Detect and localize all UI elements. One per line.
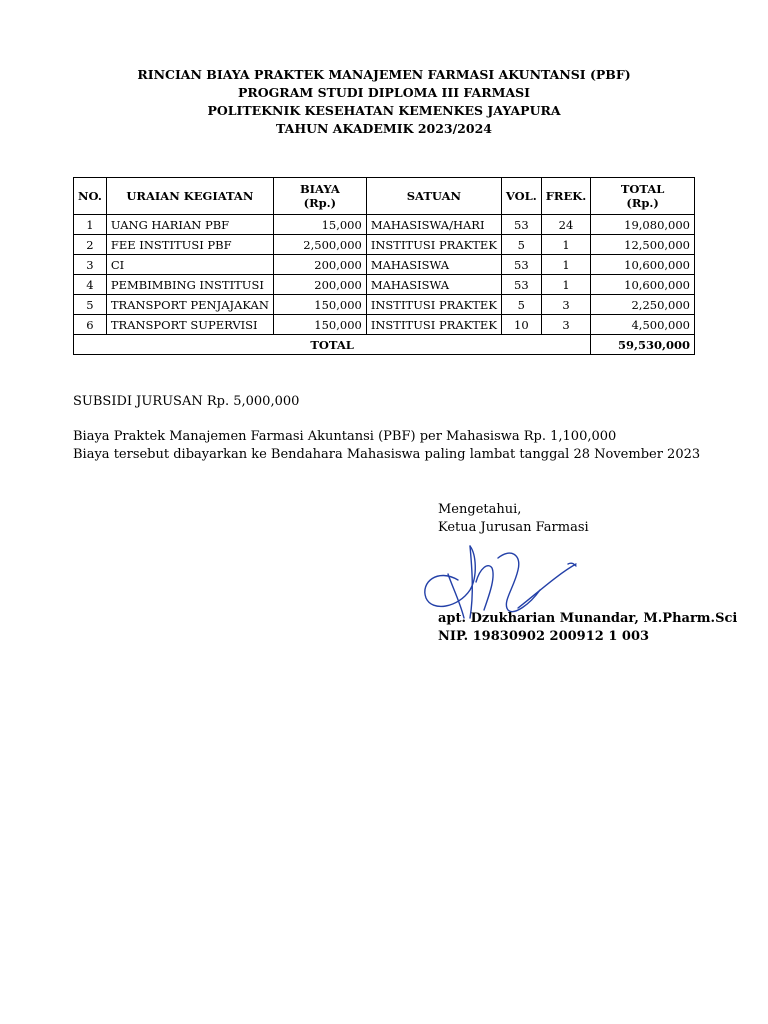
- cost-table: [73, 177, 695, 355]
- table-row: [74, 255, 695, 275]
- cell-biaya: 200,000: [273, 255, 366, 275]
- cell-biaya: 2,500,000: [273, 235, 366, 255]
- cell-vol: 10: [501, 315, 541, 335]
- total-value: 59,530,000: [591, 335, 695, 355]
- acknowledged-label: Mengetahui,: [438, 502, 522, 517]
- cell-total: 4,500,000: [591, 315, 695, 335]
- signatory-position: Ketua Jurusan Farmasi: [438, 520, 589, 535]
- cell-no: 5: [74, 295, 107, 315]
- cell-biaya: 15,000: [273, 215, 366, 235]
- header-program: PROGRAM STUDI DIPLOMA III FARMASI: [237, 85, 531, 100]
- col-header-frek: FREK.: [541, 178, 591, 215]
- cell-frek: 24: [541, 215, 591, 235]
- col-header-satuan: SATUAN: [366, 178, 501, 215]
- cell-satuan: INSTITUSI PRAKTEK: [366, 295, 501, 315]
- header-title: RINCIAN BIAYA PRAKTEK MANAJEMEN FARMASI AKUNTANSI (PBF): [137, 67, 631, 82]
- cell-uraian: FEE INSTITUSI PBF: [106, 235, 273, 255]
- cell-frek: 1: [541, 275, 591, 295]
- col-header-total: [591, 178, 695, 215]
- cell-vol: 53: [501, 255, 541, 275]
- cell-no: 1: [74, 215, 107, 235]
- cell-biaya: 150,000: [273, 295, 366, 315]
- col-header-uraian: URAIAN KEGIATAN: [106, 178, 273, 215]
- header-academic-year: TAHUN AKADEMIK 2023/2024: [276, 121, 492, 136]
- cell-uraian: TRANSPORT SUPERVISI: [106, 315, 273, 335]
- cell-satuan: MAHASISWA: [366, 255, 501, 275]
- cell-total: 10,600,000: [591, 275, 695, 295]
- cell-uraian: TRANSPORT PENJAJAKAN: [106, 295, 273, 315]
- cell-biaya: 200,000: [273, 275, 366, 295]
- cell-total: 2,250,000: [591, 295, 695, 315]
- col-header-biaya-label: BIAYA: [299, 182, 340, 196]
- cell-total: 12,500,000: [591, 235, 695, 255]
- col-header-total-unit: (Rp.): [626, 196, 659, 210]
- cell-uraian: CI: [106, 255, 273, 275]
- cell-total: 19,080,000: [591, 215, 695, 235]
- document-header: [0, 66, 768, 138]
- table-row: [74, 235, 695, 255]
- table-row: [74, 315, 695, 335]
- total-label: TOTAL: [74, 335, 591, 355]
- cell-frek: 3: [541, 315, 591, 335]
- table-row: [74, 275, 695, 295]
- cell-vol: 5: [501, 295, 541, 315]
- cell-vol: 5: [501, 235, 541, 255]
- cell-uraian: UANG HARIAN PBF: [106, 215, 273, 235]
- header-institution: POLITEKNIK KESEHATAN KEMENKES JAYAPURA: [207, 103, 561, 118]
- cell-satuan: INSTITUSI PRAKTEK: [366, 235, 501, 255]
- signatory-nip: NIP. 19830902 200912 1 003: [438, 629, 650, 644]
- col-header-vol: VOL.: [501, 178, 541, 215]
- table-row: [74, 215, 695, 235]
- col-header-biaya-unit: (Rp.): [303, 196, 337, 210]
- cell-frek: 1: [541, 255, 591, 275]
- col-header-biaya: [273, 178, 366, 215]
- table-row: [74, 295, 695, 315]
- col-header-total-label: TOTAL: [620, 182, 665, 196]
- table-total-row: [74, 335, 695, 355]
- cell-no: 2: [74, 235, 107, 255]
- subsidy-note: SUBSIDI JURUSAN Rp. 5,000,000: [73, 394, 300, 409]
- payment-deadline-note: Biaya tersebut dibayarkan ke Bendahara Mahasiswa paling lambat tanggal 28 November 2023: [73, 447, 701, 462]
- cell-biaya: 150,000: [273, 315, 366, 335]
- cell-no: 6: [74, 315, 107, 335]
- cell-satuan: MAHASISWA/HARI: [366, 215, 501, 235]
- cell-frek: 3: [541, 295, 591, 315]
- cell-vol: 53: [501, 215, 541, 235]
- cell-satuan: INSTITUSI PRAKTEK: [366, 315, 501, 335]
- cost-per-student-note: Biaya Praktek Manajemen Farmasi Akuntansi (PBF) per Mahasiswa Rp. 1,100,000: [73, 429, 617, 444]
- cell-vol: 53: [501, 275, 541, 295]
- handwritten-signature: [418, 538, 583, 620]
- col-header-no: NO.: [74, 178, 107, 215]
- cell-no: 3: [74, 255, 107, 275]
- table-header-row: [74, 178, 695, 215]
- cell-no: 4: [74, 275, 107, 295]
- cell-satuan: MAHASISWA: [366, 275, 501, 295]
- cell-uraian: PEMBIMBING INSTITUSI: [106, 275, 273, 295]
- cell-total: 10,600,000: [591, 255, 695, 275]
- signatory-name: apt. Dzukharian Munandar, M.Pharm.Sci: [438, 611, 738, 626]
- cell-frek: 1: [541, 235, 591, 255]
